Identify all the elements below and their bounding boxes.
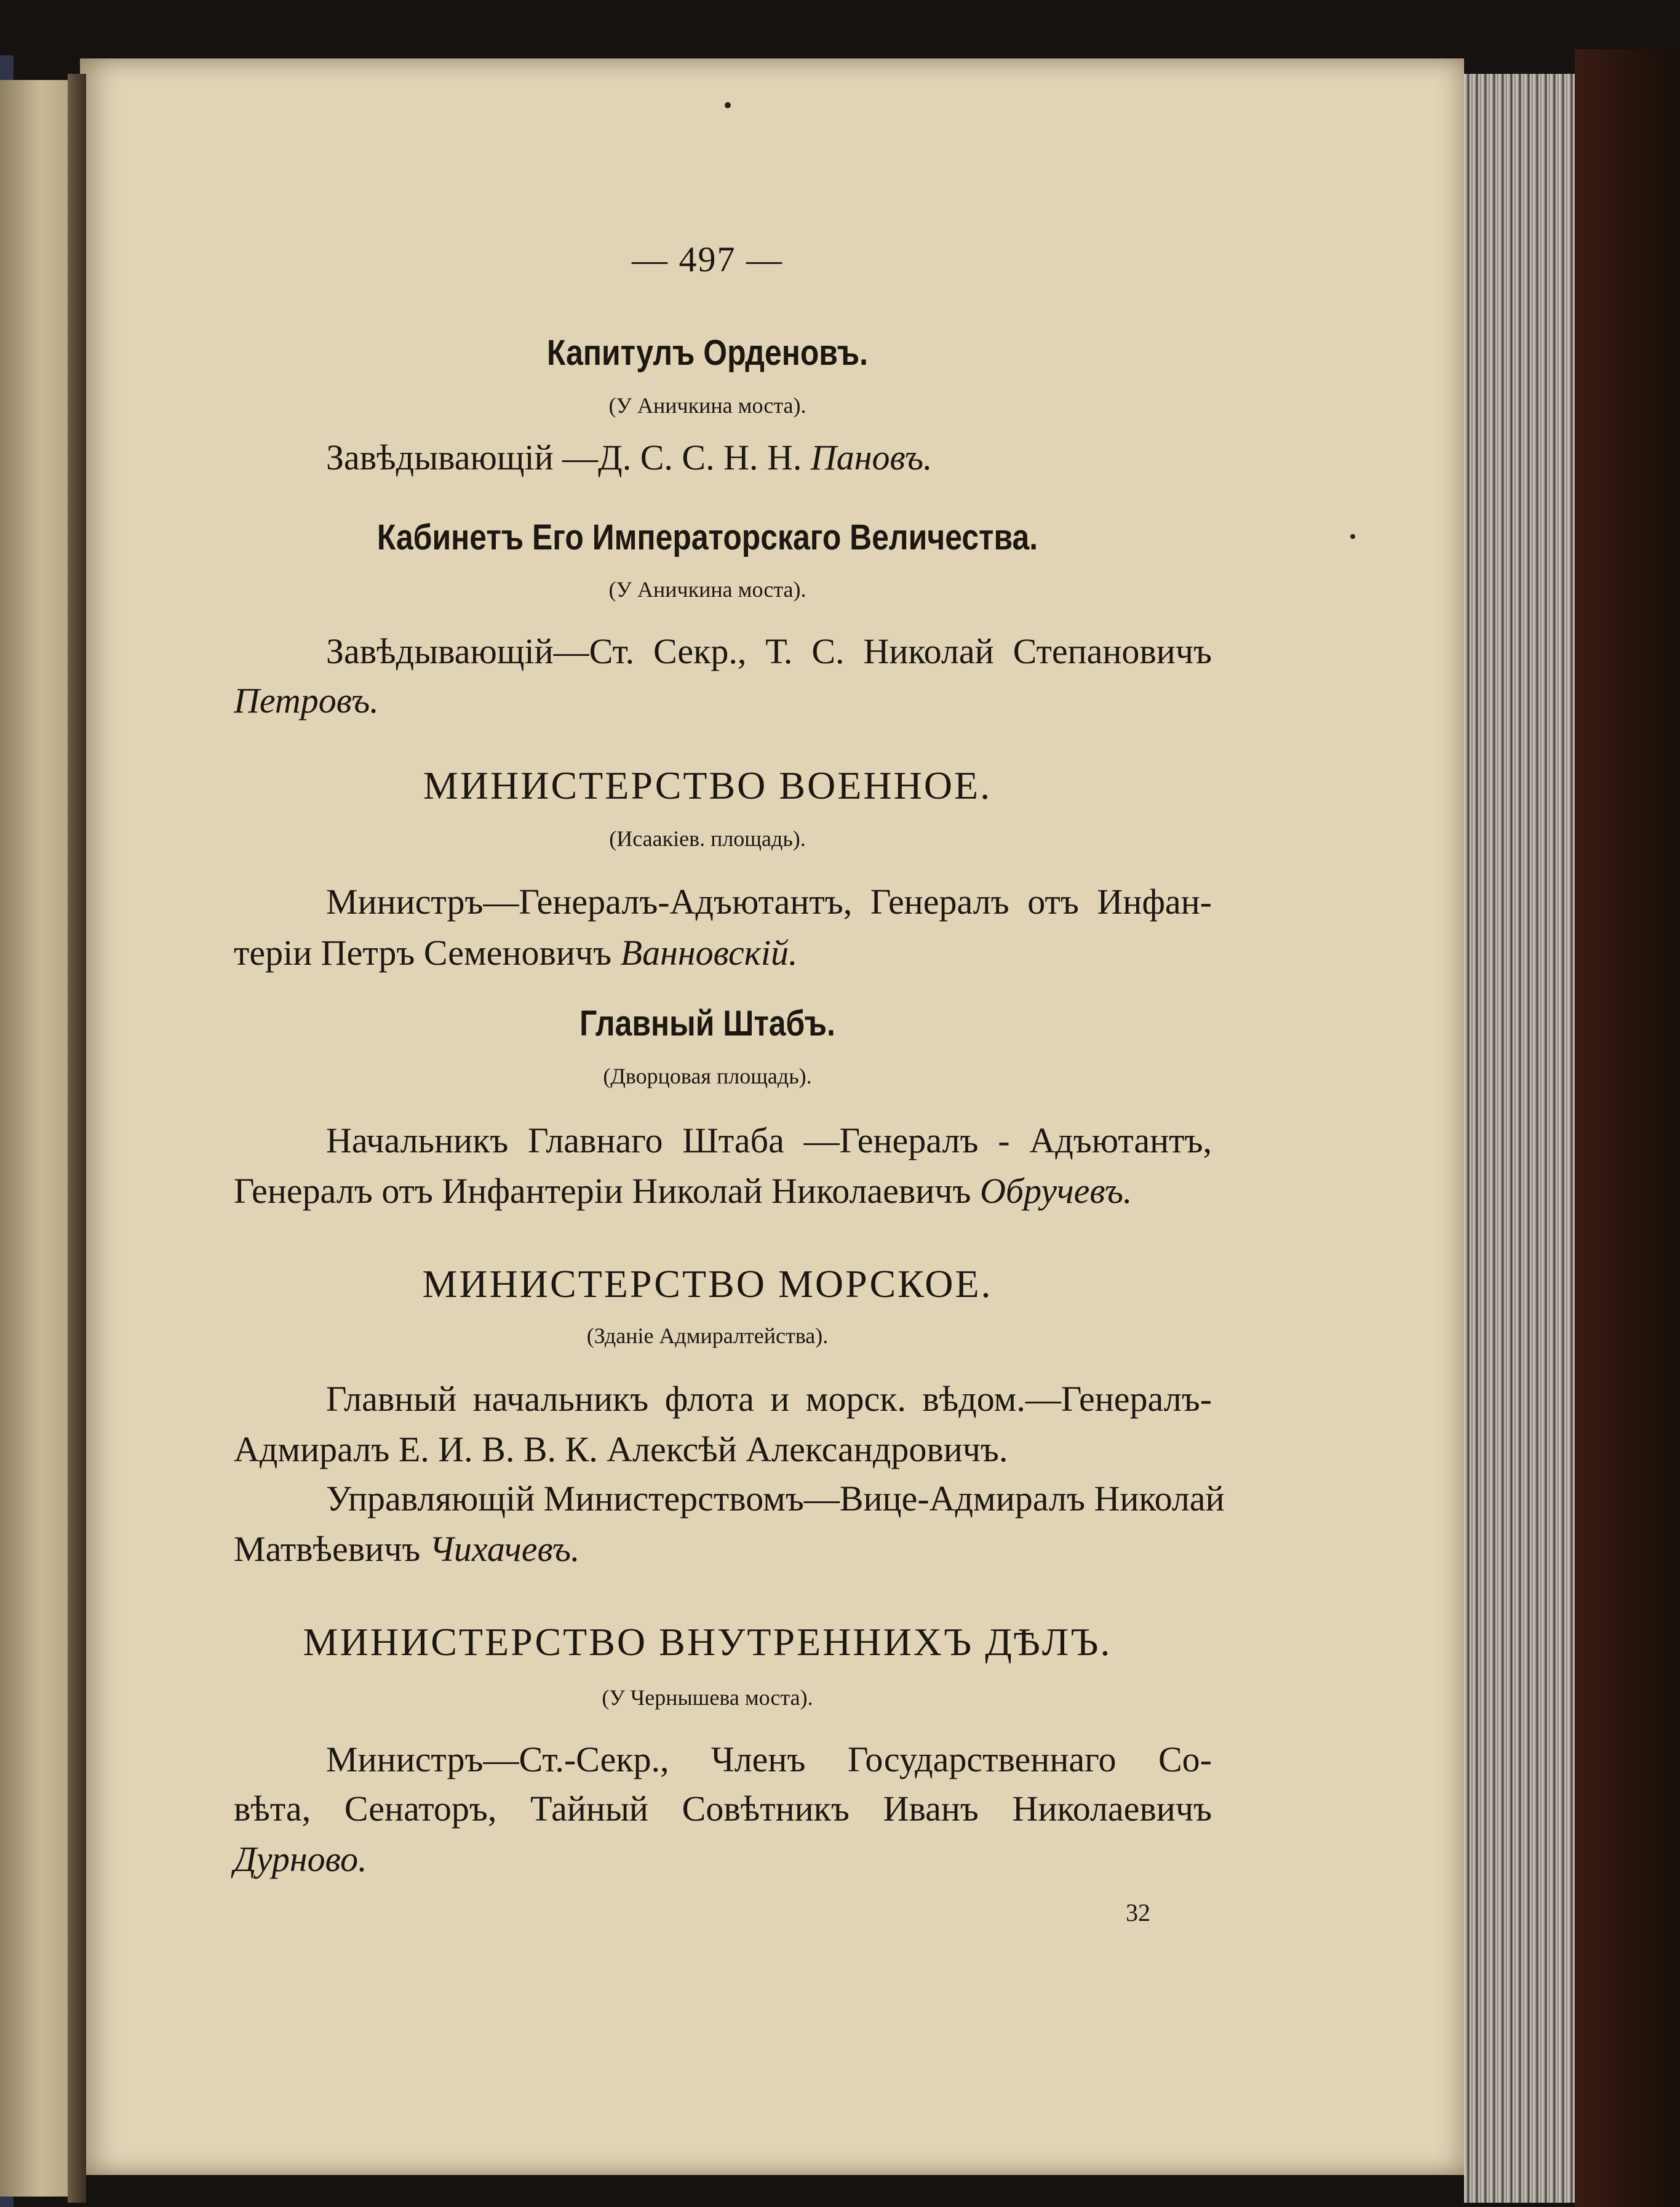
- entry-vnutrennikh-line3: [234, 1838, 1212, 1880]
- entry-text: Завѣдывающій —Д. С. С. Н. Н.: [326, 437, 811, 477]
- entry-name: Чихачевъ.: [429, 1529, 580, 1569]
- heading-vnutrennikh: МИНИСТЕРСТВО ВНУТРЕННИХЪ ДѢЛЪ.: [303, 1620, 1112, 1664]
- entry-vnutrennikh-line1: Министръ—Ст.-Секр., Членъ Государственнаго Со-: [326, 1739, 1212, 1779]
- entry-text: Матвѣевичъ: [234, 1529, 429, 1569]
- entry-kapitul: [326, 437, 1212, 478]
- location-vnutrennikh: (У Чернышева моста).: [602, 1685, 813, 1710]
- entry-name: Обручевъ.: [979, 1171, 1133, 1211]
- entry-name: Петровъ.: [234, 680, 379, 720]
- entry-morskoe-2-line2: [234, 1528, 1212, 1570]
- entry-kabinet-line2: [234, 680, 1212, 721]
- entry-shtab-line1: Начальникъ Главнаго Штаба —Генералъ - Адъютантъ,: [326, 1120, 1212, 1160]
- entry-vnutrennikh-line2: вѣта, Сенаторъ, Тайный Совѣтникъ Иванъ Николаевичъ: [234, 1789, 1212, 1829]
- entry-voennoe-line2: [234, 932, 1212, 973]
- page-number: — 497 —: [632, 239, 783, 279]
- entry-name: Пановъ.: [810, 437, 933, 477]
- heading-morskoe: МИНИСТЕРСТВО МОРСКОЕ.: [422, 1262, 993, 1306]
- entry-text: теріи Петръ Семеновичъ: [234, 933, 621, 973]
- entry-shtab-line2: [234, 1170, 1212, 1211]
- heading-shtab: Главный Штабъ.: [579, 1004, 835, 1044]
- ink-speck: [725, 102, 731, 108]
- entry-name: Ванновскій.: [620, 933, 798, 973]
- location-kabinet: (У Аничкина моста).: [608, 577, 806, 602]
- entry-morskoe-1-line2: Адмиралъ Е. И. В. В. К. Алексѣй Александровичъ.: [234, 1429, 1008, 1469]
- location-morskoe: (Зданіе Адмиралтейства).: [586, 1323, 829, 1348]
- location-voennoe: (Исаакіев. площадь).: [609, 826, 806, 851]
- entry-name: Дурново.: [234, 1839, 367, 1879]
- entry-voennoe-line1: Министръ—Генералъ-Адъютантъ, Генералъ отъ Инфан-: [326, 882, 1212, 922]
- heading-voennoe: МИНИСТЕРСТВО ВОЕННОЕ.: [423, 764, 992, 807]
- entry-kabinet-line1: Завѣдывающій—Ст. Секр., Т. С. Николай Степановичъ: [326, 631, 1212, 671]
- signature-mark: 32: [1126, 1899, 1150, 1926]
- entry-morskoe-2-line1: Управляющій Министерствомъ—Вице-Адмиралъ Николай: [326, 1479, 1225, 1519]
- location-shtab: (Дворцовая площадь).: [603, 1064, 812, 1088]
- entry-morskoe-1-line1: Главный начальникъ флота и морск. вѣдом.—Генералъ-: [326, 1379, 1212, 1419]
- heading-kapitul: Капитулъ Орденовъ.: [547, 333, 868, 373]
- heading-kabinet: Кабинетъ Его Императорскаго Величества.: [376, 517, 1038, 557]
- ink-speck: [1350, 534, 1355, 539]
- location-kapitul: (У Аничкина моста).: [608, 393, 806, 418]
- entry-text: Генералъ отъ Инфантеріи Николай Николаевичъ: [234, 1171, 980, 1211]
